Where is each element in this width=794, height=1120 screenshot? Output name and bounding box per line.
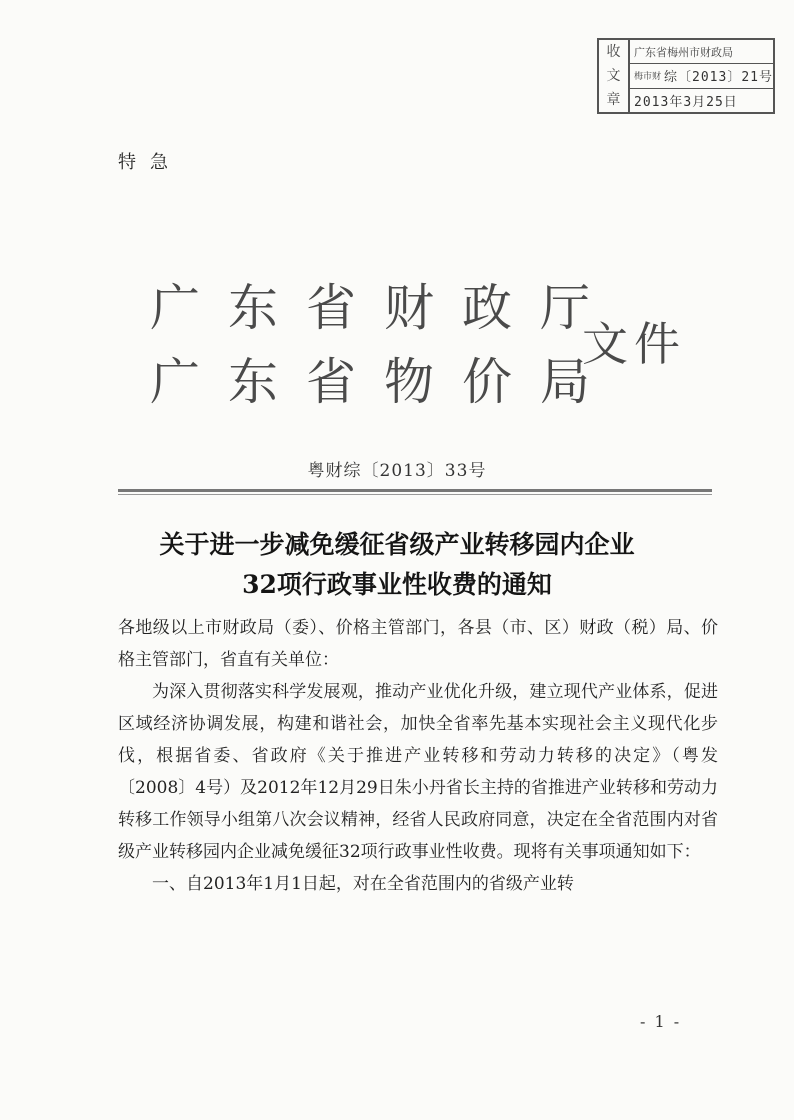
stamp-label-char: 文 (606, 68, 621, 84)
header-divider-thin (118, 494, 712, 495)
stamp-label (599, 40, 630, 112)
agency-name-pricing: 广东省物价局 (150, 353, 618, 411)
page-number: - 1 - (640, 1012, 682, 1031)
document-number: 粤财综〔2013〕33号 (307, 461, 487, 481)
stamp-date-row (630, 89, 773, 112)
document-body (118, 612, 718, 900)
receipt-stamp (597, 38, 775, 114)
stamp-label-char: 章 (606, 92, 621, 108)
stamp-rows (630, 40, 773, 112)
body-paragraph: 为深入贯彻落实科学发展观，推动产业优化升级，建立现代产业体系，促进区域经济协调发展，构建和谐社会，加快全省率先基本实现社会主义现代化步伐，根据省委、省政府《关于推进产业转移和劳动力转移的决定》（粤发〔2008〕4号）及2012年12月29日朱小丹省长主持的省推进产业转移和劳动力转移工作领导小组第八次会议精神，经省人民政府同意，决定在全省范围内对省级产业转移园内企业减免缓征32项行政事业性收费。现将有关事项通知如下： (118, 682, 718, 862)
stamp-number-prefix: 梅市财 (634, 72, 662, 83)
stamp-date: 2013年3月25日 (634, 94, 738, 110)
stamp-number: 综〔2013〕21号 (664, 70, 773, 86)
stamp-number-row (630, 64, 773, 88)
header-divider (118, 489, 712, 492)
agency-name-finance: 广东省财政厅 (150, 279, 618, 337)
stamp-receiver: 广东省梅州市财政局 (634, 45, 734, 59)
document-title-line2: 32项行政事业性收费的通知 (242, 570, 552, 599)
document-word: 文件 (582, 317, 686, 371)
body-paragraph: 一、自2013年1月1日起，对在全省范围内的省级产业转 (152, 874, 574, 894)
stamp-label-char: 收 (606, 44, 621, 60)
document-header (150, 268, 710, 411)
document-title-line1: 关于进一步减免缓征省级产业转移园内企业 (159, 530, 635, 559)
addressee: 各地级以上市财政局（委）、价格主管部门，各县（市、区）财政（税）局、价格主管部门，省直有关单位： (118, 618, 718, 670)
urgency-label: 特急 (118, 152, 182, 173)
stamp-receiver-row (630, 40, 773, 64)
